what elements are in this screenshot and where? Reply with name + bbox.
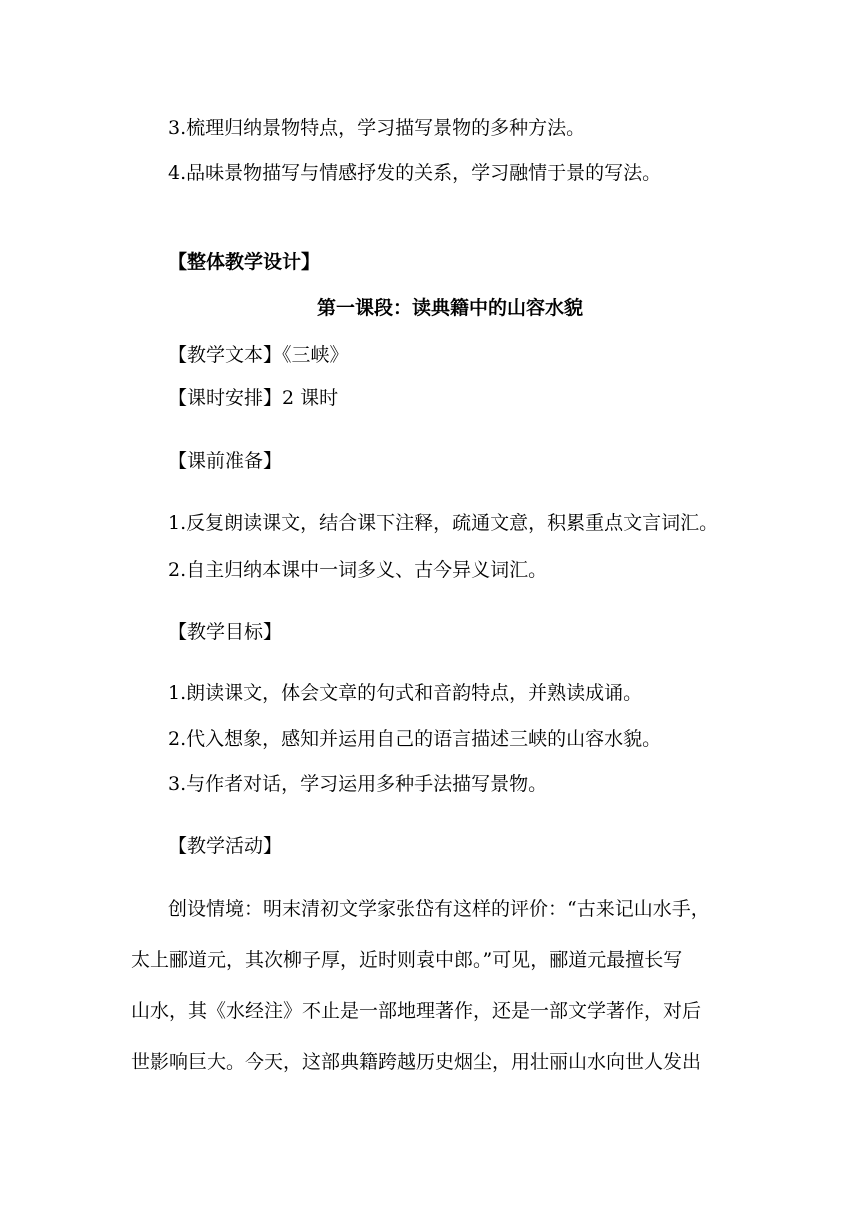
objective-item-4: 4.品味景物描写与情感抒发的关系，学习融情于景的写法。 [168,162,662,184]
prep-item-1: 1.反复朗读课文，结合课下注释，疏通文意，积累重点文言词汇。 [168,512,719,534]
paragraph-line: 世影响巨大。今天，这部典籍跨越历史烟尘，用壮丽山水向世人发出 [131,1051,702,1073]
activity-paragraph [131,897,731,1101]
activity-heading: 【教学活动】 [168,835,283,857]
schedule: 【课时安排】2 课时 [168,387,339,409]
goal-item-1: 1.朗读课文，体会文章的句式和音韵特点，并熟读成诵。 [168,682,643,704]
goal-item-2: 2.代入想象，感知并运用自己的语言描述三峡的山容水貌。 [168,728,662,750]
segment-title: 第一课段：读典籍中的山容水貌 [316,297,583,319]
objective-item-3: 3.梳理归纳景物特点，学习描写景物的多种方法。 [168,117,586,139]
teaching-text: 【教学文本】《三峡》 [168,344,349,366]
goal-item-3: 3.与作者对话，学习运用多种手法描写景物。 [168,773,548,795]
paragraph-line: 太上郦道元，其次柳子厚，近时则袁中郎。”可见，郦道元最擅长写 [131,949,683,971]
paragraph-line: 山水，其《水经注》不止是一部地理著作，还是一部文学著作，对后 [131,1000,702,1022]
design-heading: 【整体教学设计】 [168,251,321,273]
prep-heading: 【课前准备】 [168,450,283,472]
prep-item-2: 2.自主归纳本课中一词多义、古今异义词汇。 [168,559,548,581]
goals-heading: 【教学目标】 [168,621,283,643]
paragraph-line: 创设情境：明末清初文学家张岱有这样的评价：“古来记山水手， [168,898,710,920]
